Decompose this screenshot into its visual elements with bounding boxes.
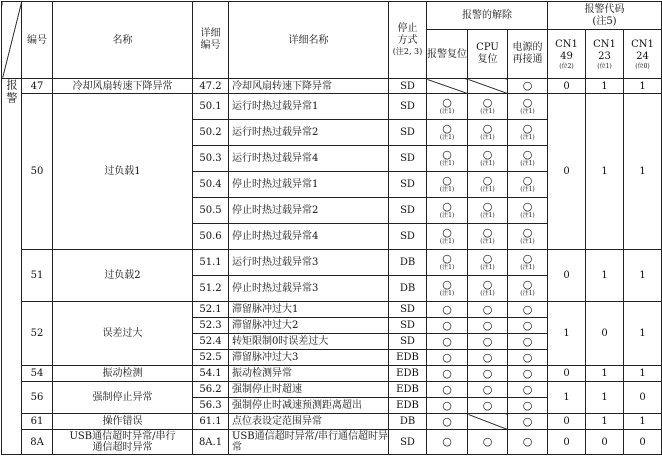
circle-mark-icon: ○ bbox=[482, 334, 493, 348]
release-power-cycle bbox=[508, 172, 548, 198]
detail-code: 56.3 bbox=[193, 398, 229, 414]
circle-mark-icon: ○ bbox=[442, 435, 452, 448]
stop-method: DB bbox=[389, 414, 427, 430]
bit0: 1 bbox=[624, 414, 662, 430]
circle-mark-icon: ○ bbox=[442, 350, 452, 364]
release-alarm-reset bbox=[427, 350, 468, 366]
footnote-ref: (注1) bbox=[439, 264, 455, 271]
circle-mark-icon: ○ bbox=[482, 350, 493, 364]
circle-mark-icon: ○ bbox=[522, 200, 533, 213]
circle-mark-icon: ○ bbox=[522, 398, 533, 412]
bit1: 1 bbox=[586, 250, 624, 302]
release-alarm-reset-na bbox=[427, 79, 468, 94]
header-detail-code-line1: 详细 bbox=[200, 28, 221, 39]
circle-mark-icon: ○ bbox=[442, 226, 452, 239]
alarm-code: 51 bbox=[22, 250, 53, 302]
footnote-ref: (注1) bbox=[520, 108, 535, 115]
circle-mark-icon: ○ bbox=[482, 200, 493, 213]
header-cn1-49-line2: 49 bbox=[560, 50, 573, 62]
bit2: 1 bbox=[548, 302, 586, 366]
release-alarm-reset bbox=[427, 318, 468, 334]
detail-name: 停止时热过载异常2 bbox=[229, 198, 389, 224]
stop-method: EDB bbox=[389, 398, 427, 414]
alarm-name: 操作错误 bbox=[53, 414, 193, 430]
detail-code: 52.1 bbox=[193, 302, 229, 318]
detail-code: 52.5 bbox=[193, 350, 229, 366]
circle-mark-icon: ○ bbox=[442, 366, 452, 380]
release-cpu-reset bbox=[468, 302, 508, 318]
detail-name: 运行时热过载异常3 bbox=[229, 250, 389, 276]
bit0: 1 bbox=[624, 302, 662, 366]
release-cpu-reset bbox=[468, 334, 508, 350]
footnote-ref: (注1) bbox=[520, 264, 535, 271]
release-cpu-reset-na bbox=[468, 414, 508, 430]
circle-mark-icon: ○ bbox=[522, 334, 533, 348]
footnote-ref: (注1) bbox=[480, 212, 495, 219]
release-cpu-reset bbox=[468, 382, 508, 398]
footnote-ref: (注1) bbox=[480, 186, 495, 193]
release-alarm-reset bbox=[427, 430, 468, 455]
alarm-name-line2: 通信超时异常 bbox=[92, 442, 153, 453]
header-cn1-49-line1: CN1 bbox=[555, 38, 578, 50]
table-row bbox=[2, 250, 662, 276]
stop-method: SD bbox=[389, 334, 427, 350]
circle-mark-icon: ○ bbox=[442, 200, 452, 213]
table-row bbox=[2, 366, 662, 382]
detail-code: 51.2 bbox=[193, 276, 229, 302]
release-power-cycle bbox=[508, 318, 548, 334]
table-row bbox=[2, 414, 662, 430]
circle-mark-icon: ○ bbox=[522, 366, 533, 380]
release-power-cycle bbox=[508, 250, 548, 276]
header-cn1-23-line1: CN1 bbox=[593, 38, 616, 50]
circle-mark-icon: ○ bbox=[482, 278, 493, 291]
footnote-ref: (注1) bbox=[439, 290, 455, 297]
alarm-code: 47 bbox=[22, 79, 53, 94]
bit1: 1 bbox=[586, 414, 624, 430]
detail-code: 50.1 bbox=[193, 94, 229, 120]
header-detail-code-line2: 编号 bbox=[200, 40, 221, 51]
header-cn1-24 bbox=[624, 30, 662, 79]
footnote-ref: (注1) bbox=[520, 160, 535, 167]
header-alarm-code-line2: (注5) bbox=[592, 15, 617, 27]
circle-mark-icon: ○ bbox=[482, 96, 493, 109]
detail-name: 强制停止时减速预测距离超出 bbox=[229, 398, 389, 414]
release-cpu-reset bbox=[468, 430, 508, 455]
header-cn1-24-line1: CN1 bbox=[631, 38, 654, 50]
bit2: 0 bbox=[548, 94, 586, 250]
circle-mark-icon: ○ bbox=[522, 414, 533, 428]
bit0: 1 bbox=[624, 94, 662, 250]
header-power-line1: 电源的 bbox=[512, 42, 543, 53]
circle-mark-icon: ○ bbox=[442, 174, 452, 187]
release-alarm-reset bbox=[427, 302, 468, 318]
release-alarm-reset bbox=[427, 120, 468, 146]
detail-code: 54.1 bbox=[193, 366, 229, 382]
footnote-ref: (注1) bbox=[480, 238, 495, 245]
header-release-power-cycle bbox=[508, 30, 548, 79]
table-row bbox=[2, 302, 662, 318]
bit0: 0 bbox=[624, 430, 662, 455]
alarm-name: 过负载1 bbox=[53, 94, 193, 250]
detail-name: 运行时热过载异常2 bbox=[229, 120, 389, 146]
alarm-code: 50 bbox=[22, 94, 53, 250]
alarm-list-table bbox=[1, 1, 662, 455]
release-cpu-reset bbox=[468, 276, 508, 302]
circle-mark-icon: ○ bbox=[442, 318, 452, 332]
circle-mark-icon: ○ bbox=[482, 318, 493, 332]
header-power-line2: 再接通 bbox=[512, 54, 543, 65]
stop-method: SD bbox=[389, 198, 427, 224]
release-alarm-reset bbox=[427, 398, 468, 414]
circle-mark-icon: ○ bbox=[442, 414, 452, 428]
circle-mark-icon: ○ bbox=[522, 302, 533, 316]
detail-code: 52.3 bbox=[193, 318, 229, 334]
footnote-ref: (注1) bbox=[439, 134, 455, 141]
circle-mark-icon: ○ bbox=[522, 278, 533, 291]
table-row bbox=[2, 382, 662, 398]
alarm-name: 过负载2 bbox=[53, 250, 193, 302]
footnote-ref: (注1) bbox=[520, 212, 535, 219]
footnote-ref: (注1) bbox=[439, 108, 455, 115]
detail-name: 停止时热过载异常4 bbox=[229, 224, 389, 250]
footnote-ref: (注1) bbox=[480, 108, 495, 115]
stop-method: EDB bbox=[389, 382, 427, 398]
detail-name: 冷却风扇转速下降异常 bbox=[229, 79, 389, 94]
release-cpu-reset bbox=[468, 172, 508, 198]
stop-method: SD bbox=[389, 318, 427, 334]
detail-name: 滞留脉冲过大3 bbox=[229, 350, 389, 366]
alarm-name-line1: USB通信超时异常/串行 bbox=[69, 431, 176, 442]
stop-method: SD bbox=[389, 224, 427, 250]
footnote-ref: (注1) bbox=[439, 212, 455, 219]
footnote-ref: (注1) bbox=[520, 134, 535, 141]
release-alarm-reset bbox=[427, 414, 468, 430]
detail-name: 滞留脉冲过大1 bbox=[229, 302, 389, 318]
group-label-alarm: 报警 bbox=[2, 79, 22, 455]
circle-mark-icon: ○ bbox=[442, 148, 452, 161]
detail-code: 50.4 bbox=[193, 172, 229, 198]
detail-name: 滞留脉冲过大2 bbox=[229, 318, 389, 334]
stop-method: SD bbox=[389, 430, 427, 455]
alarm-code: 54 bbox=[22, 366, 53, 382]
release-cpu-reset bbox=[468, 366, 508, 382]
header-stop-line1: 停止 bbox=[397, 23, 418, 34]
circle-mark-icon: ○ bbox=[522, 174, 533, 187]
footnote-ref: (注1) bbox=[439, 238, 455, 245]
release-cpu-reset bbox=[468, 350, 508, 366]
bit1: 1 bbox=[586, 382, 624, 414]
release-alarm-reset bbox=[427, 198, 468, 224]
header-detail-name: 详细名称 bbox=[229, 2, 389, 79]
table-row bbox=[2, 94, 662, 120]
alarm-code: 8A bbox=[22, 430, 53, 455]
footnote-ref: (注1) bbox=[480, 290, 495, 297]
release-alarm-reset bbox=[427, 224, 468, 250]
bit2: 0 bbox=[548, 250, 586, 302]
release-cpu-reset bbox=[468, 120, 508, 146]
release-power-cycle bbox=[508, 224, 548, 250]
header-name: 名称 bbox=[53, 2, 193, 79]
detail-code: 50.2 bbox=[193, 120, 229, 146]
release-power-cycle bbox=[508, 94, 548, 120]
circle-mark-icon: ○ bbox=[442, 334, 452, 348]
circle-mark-icon: ○ bbox=[522, 382, 533, 396]
release-alarm-reset bbox=[427, 172, 468, 198]
stop-method: EDB bbox=[389, 350, 427, 366]
release-power-cycle bbox=[508, 350, 548, 366]
release-alarm-reset bbox=[427, 382, 468, 398]
circle-mark-icon: ○ bbox=[522, 79, 533, 92]
release-cpu-reset bbox=[468, 224, 508, 250]
release-alarm-reset bbox=[427, 146, 468, 172]
release-alarm-reset bbox=[427, 94, 468, 120]
detail-code: 52.4 bbox=[193, 334, 229, 350]
detail-code: 50.3 bbox=[193, 146, 229, 172]
header-corner-cell bbox=[2, 2, 22, 79]
stop-method: EDB bbox=[389, 366, 427, 382]
bit2: 0 bbox=[548, 430, 586, 455]
bit0: 0 bbox=[624, 382, 662, 414]
detail-name: 转矩限制0时误差过大 bbox=[229, 334, 389, 350]
circle-mark-icon: ○ bbox=[482, 174, 493, 187]
release-cpu-reset bbox=[468, 250, 508, 276]
release-alarm-reset bbox=[427, 276, 468, 302]
header-cn1-24-line2: 24 bbox=[636, 50, 649, 62]
circle-mark-icon: ○ bbox=[482, 302, 493, 316]
header-cn1-23-line2: 23 bbox=[598, 50, 611, 62]
detail-name bbox=[229, 430, 389, 455]
circle-mark-icon: ○ bbox=[442, 382, 452, 396]
bit2: 1 bbox=[548, 382, 586, 414]
footnote-ref: (注1) bbox=[480, 134, 495, 141]
header-stop-line2: 方式 bbox=[397, 35, 418, 46]
detail-name: 振动检测异常 bbox=[229, 366, 389, 382]
release-cpu-reset bbox=[468, 94, 508, 120]
header-cn1-23-bit: (位1) bbox=[597, 62, 612, 70]
circle-mark-icon: ○ bbox=[442, 122, 452, 135]
footnote-ref: (注1) bbox=[480, 264, 495, 271]
stop-method: DB bbox=[389, 276, 427, 302]
circle-mark-icon: ○ bbox=[442, 252, 452, 265]
header-cn1-24-bit: (位0) bbox=[635, 62, 650, 70]
bit0: 1 bbox=[624, 79, 662, 94]
header-stop-line3: (注2, 3) bbox=[392, 47, 423, 56]
alarm-code: 61 bbox=[22, 414, 53, 430]
release-alarm-reset bbox=[427, 250, 468, 276]
circle-mark-icon: ○ bbox=[442, 96, 452, 109]
circle-mark-icon: ○ bbox=[442, 302, 452, 316]
circle-mark-icon: ○ bbox=[522, 148, 533, 161]
header-cn1-49-bit: (位2) bbox=[559, 62, 574, 70]
footnote-ref: (注1) bbox=[520, 186, 535, 193]
alarm-name: 振动检测 bbox=[53, 366, 193, 382]
bit2: 0 bbox=[548, 366, 586, 382]
release-cpu-reset bbox=[468, 146, 508, 172]
circle-mark-icon: ○ bbox=[482, 148, 493, 161]
alarm-code: 52 bbox=[22, 302, 53, 366]
footnote-ref: (注1) bbox=[520, 238, 535, 245]
stop-method: SD bbox=[389, 172, 427, 198]
detail-code: 56.2 bbox=[193, 382, 229, 398]
circle-mark-icon: ○ bbox=[482, 435, 493, 448]
header-alarm-code-line1: 报警代码 bbox=[584, 3, 625, 15]
stop-method: SD bbox=[389, 302, 427, 318]
detail-name: 强制停止时超速 bbox=[229, 382, 389, 398]
circle-mark-icon: ○ bbox=[522, 226, 533, 239]
alarm-name: 强制停止异常 bbox=[53, 382, 193, 414]
detail-code: 8A.1 bbox=[193, 430, 229, 455]
header-code: 编号 bbox=[22, 2, 53, 79]
circle-mark-icon: ○ bbox=[522, 350, 533, 364]
alarm-name: 误差过大 bbox=[53, 302, 193, 366]
circle-mark-icon: ○ bbox=[482, 366, 493, 380]
detail-name: 点位表设定范围异常 bbox=[229, 414, 389, 430]
circle-mark-icon: ○ bbox=[482, 122, 493, 135]
bit2: 0 bbox=[548, 414, 586, 430]
header-row bbox=[2, 2, 662, 30]
stop-method: SD bbox=[389, 79, 427, 94]
alarm-code: 56 bbox=[22, 382, 53, 414]
circle-mark-icon: ○ bbox=[522, 435, 533, 448]
detail-code: 51.1 bbox=[193, 250, 229, 276]
release-power-cycle bbox=[508, 302, 548, 318]
footnote-ref: (注1) bbox=[520, 290, 535, 297]
detail-name: 运行时热过载异常4 bbox=[229, 146, 389, 172]
release-power-cycle bbox=[508, 382, 548, 398]
bit0: 1 bbox=[624, 366, 662, 382]
release-power-cycle bbox=[508, 414, 548, 430]
circle-mark-icon: ○ bbox=[482, 398, 493, 412]
detail-code: 50.5 bbox=[193, 198, 229, 224]
release-alarm-reset bbox=[427, 366, 468, 382]
header-release-alarm-reset: 报警复位 bbox=[427, 30, 468, 79]
circle-mark-icon: ○ bbox=[482, 252, 493, 265]
bit1: 0 bbox=[586, 302, 624, 366]
release-cpu-reset bbox=[468, 398, 508, 414]
alarm-name bbox=[53, 430, 193, 455]
stop-method: SD bbox=[389, 94, 427, 120]
header-release-cpu-reset bbox=[468, 30, 508, 79]
detail-code: 50.6 bbox=[193, 224, 229, 250]
header-cpu-line2: 复位 bbox=[477, 54, 498, 65]
table-row bbox=[2, 430, 662, 455]
stop-method: SD bbox=[389, 120, 427, 146]
release-cpu-reset bbox=[468, 318, 508, 334]
release-alarm-reset bbox=[427, 334, 468, 350]
release-power-cycle bbox=[508, 276, 548, 302]
header-alarm-code bbox=[548, 2, 662, 30]
bit1: 1 bbox=[586, 79, 624, 94]
header-release: 报警的解除 bbox=[427, 2, 548, 30]
circle-mark-icon: ○ bbox=[522, 318, 533, 332]
detail-name: 停止时热过载异常3 bbox=[229, 276, 389, 302]
alarm-name: 冷却风扇转速下降异常 bbox=[53, 79, 193, 94]
circle-mark-icon: ○ bbox=[442, 398, 452, 412]
release-cpu-reset bbox=[468, 198, 508, 224]
release-power-cycle bbox=[508, 120, 548, 146]
release-power-cycle bbox=[508, 146, 548, 172]
bit1: 1 bbox=[586, 94, 624, 250]
circle-mark-icon: ○ bbox=[442, 278, 452, 291]
bit2: 0 bbox=[548, 79, 586, 94]
circle-mark-icon: ○ bbox=[522, 122, 533, 135]
release-power-cycle bbox=[508, 366, 548, 382]
release-power-cycle bbox=[508, 334, 548, 350]
footnote-ref: (注1) bbox=[439, 160, 455, 167]
header-cn1-23 bbox=[586, 30, 624, 79]
stop-method: DB bbox=[389, 250, 427, 276]
circle-mark-icon: ○ bbox=[482, 382, 493, 396]
detail-name: 停止时热过载异常1 bbox=[229, 172, 389, 198]
header-cn1-49 bbox=[548, 30, 586, 79]
stop-method: SD bbox=[389, 146, 427, 172]
detail-name-line1: USB通信超时异常/串行通信超时异 bbox=[232, 431, 388, 442]
bit0: 1 bbox=[624, 250, 662, 302]
release-power-cycle bbox=[508, 198, 548, 224]
header-detail-code bbox=[193, 2, 229, 79]
detail-name-line2: 常 bbox=[232, 442, 242, 453]
release-power-cycle bbox=[508, 398, 548, 414]
detail-code: 47.2 bbox=[193, 79, 229, 94]
release-cpu-reset-na bbox=[468, 79, 508, 94]
header-stop-method bbox=[389, 2, 427, 79]
footnote-ref: (注1) bbox=[439, 186, 455, 193]
detail-name: 运行时热过载异常1 bbox=[229, 94, 389, 120]
footnote-ref: (注1) bbox=[480, 160, 495, 167]
release-power-cycle bbox=[508, 79, 548, 94]
release-power-cycle bbox=[508, 430, 548, 455]
table-row bbox=[2, 79, 662, 94]
bit1: 1 bbox=[586, 366, 624, 382]
bit1: 0 bbox=[586, 430, 624, 455]
detail-code: 61.1 bbox=[193, 414, 229, 430]
circle-mark-icon: ○ bbox=[522, 96, 533, 109]
circle-mark-icon: ○ bbox=[522, 252, 533, 265]
header-cpu-line1: CPU bbox=[476, 42, 499, 53]
circle-mark-icon: ○ bbox=[482, 226, 493, 239]
